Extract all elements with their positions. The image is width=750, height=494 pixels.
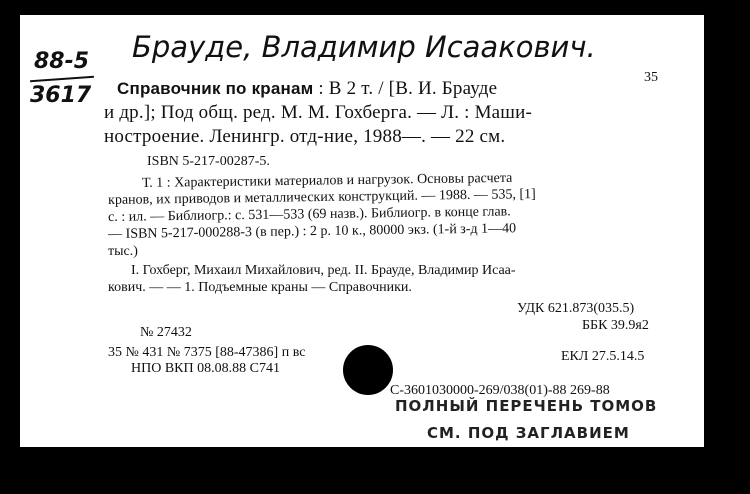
print-line: 35 № 431 № 7375 [88-47386] п вс: [108, 345, 306, 360]
ekl-code: ЕКЛ 27.5.14.5: [561, 349, 645, 364]
title-line-2: и др.]; Под общ. ред. М. М. Гохберга. — Л. : Маши-: [104, 102, 533, 123]
volume-line-5: тыс.): [108, 244, 138, 259]
call-number-top: 88-5: [34, 49, 90, 74]
call-number-bottom: 3617: [30, 83, 92, 108]
title-rest: : В 2 т. / [В. И. Брауде: [318, 78, 498, 99]
card-number: № 27432: [140, 325, 192, 340]
handwritten-author: Брауде, Владимир Исаакович.: [132, 30, 596, 64]
tracing-line-2: кович. — — 1. Подъемные краны — Справочники.: [108, 280, 412, 295]
isbn-main: ISBN 5-217-00287-5.: [147, 154, 270, 169]
call-number-divider: [30, 76, 94, 82]
corner-mark: 35: [644, 70, 658, 85]
classification-code: С-3601030000-269/038(01)-88 269-88: [390, 383, 610, 398]
stamp-full-volumes: ПОЛНЫЙ ПЕРЕЧЕНЬ ТОМОВ: [395, 397, 658, 415]
npo-line: НПО ВКП 08.08.88 С741: [131, 361, 280, 376]
volume-line-4: — ISBN 5-217-000288-3 (в пер.) : 2 р. 10 к., 80000 экз. (1-й з-д 1—40: [108, 221, 517, 242]
volume-line-3: с. : ил. — Библиогр.: с. 531—533 (69 назв.). Библиогр. в конце глав.: [108, 204, 511, 225]
title-line-1: [117, 78, 497, 100]
title-bold: Справочник по кранам: [117, 79, 314, 98]
udk-code: УДК 621.873(035.5): [517, 301, 635, 316]
tracing-line-1: I. Гохберг, Михаил Михайлович, ред. II. Брауде, Владимир Исаа-: [131, 263, 516, 278]
stamp-see-title: СМ. ПОД ЗАГЛАВИЕМ: [427, 424, 630, 442]
title-line-3: ностроение. Ленингр. отд-ние, 1988—. — 22 см.: [104, 126, 506, 147]
punch-hole: [343, 345, 393, 395]
volume-line-1: Т. 1 : Характеристики материалов и нагрузок. Основы расчета: [142, 170, 513, 191]
volume-line-2: кранов, их приводов и металлических конструкций. — 1988. — 535, [1]: [108, 187, 536, 208]
bbk-code: ББК 39.9я2: [582, 318, 649, 333]
